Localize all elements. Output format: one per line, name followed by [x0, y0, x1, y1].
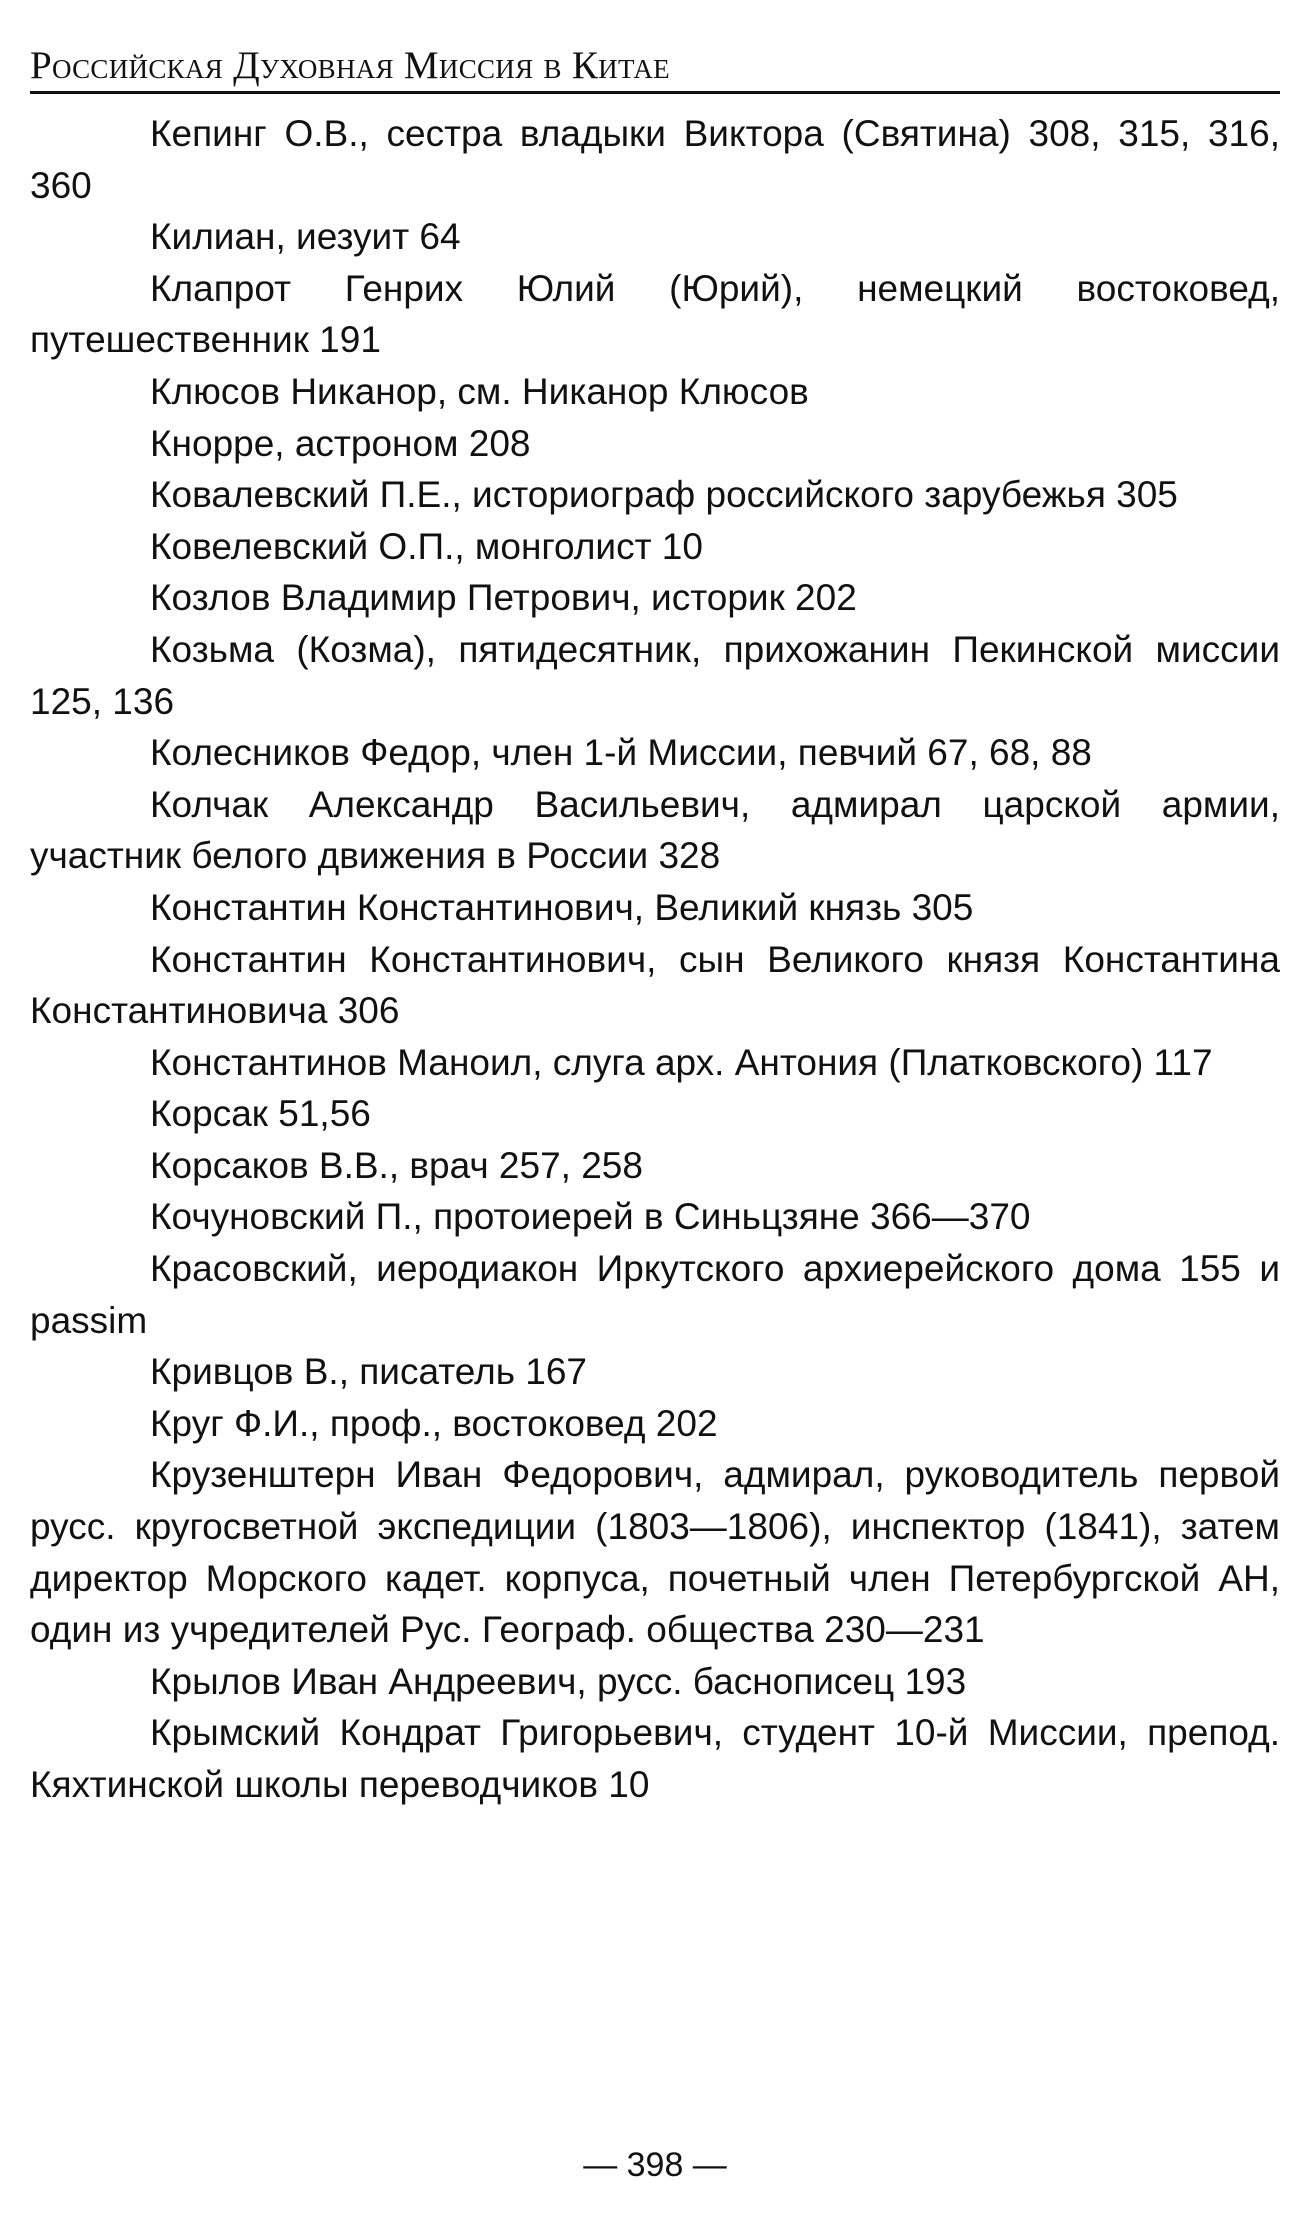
index-entry: Крылов Иван Андреевич, русс. баснописец 193 — [150, 1660, 967, 1702]
index-entry: Кривцов В., писатель 167 — [150, 1351, 587, 1393]
index-entry: Козьма (Козма), пятидесятник, прихожанин Пекинской миссии 125, 136 — [30, 628, 1280, 722]
index-entry: Кепинг О.В., сестра владыки Виктора (Святина) 308, 315, 316, 360 — [30, 113, 1280, 206]
index-entry: Константин Константинович, Великий князь 305 — [150, 886, 974, 928]
index-entry: Колчак Александр Васильевич, адмирал царской армии, участник белого движения в России 328 — [30, 783, 1280, 877]
index-entry: Крымский Кондрат Григорьевич, студент 10-й Миссии, препод. Кяхтинской школы переводчиков 10 — [30, 1712, 1280, 1805]
index-entry: Ковелевский О.П., монголист 10 — [150, 525, 703, 567]
index-entry: Крузенштерн Иван Федорович, адмирал, руководитель первой русс. кругосветной экспедиции (1803—1806), инспектор (1841), затем директор Морского кадет. корпуса, почетный член Петербургской АН, один из учредителей Рус. Географ. общества 230—231 — [30, 1454, 1280, 1651]
index-entry: Килиан, иезуит 64 — [150, 216, 461, 258]
index-entry: Круг Ф.И., проф., востоковед 202 — [150, 1402, 718, 1444]
index-entry: Красовский, иеродиакон Иркутского архиерейского дома 155 и passim — [30, 1248, 1280, 1341]
index-entry: Клапрот Генрих Юлий (Юрий), немецкий востоковед, путешественник 191 — [30, 267, 1280, 361]
index-entry: Константин Константинович, сын Великого князя Константина Константиновича 306 — [30, 938, 1280, 1032]
page-number: — 398 — — [583, 2146, 727, 2184]
index-entry: Ковалевский П.Е., историограф российского зарубежья 305 — [150, 474, 1178, 516]
index-entry: Корсаков В.В., врач 257, 258 — [150, 1144, 643, 1186]
index-entry: Козлов Владимир Петрович, историк 202 — [150, 577, 857, 619]
index-entry: Кнорре, астроном 208 — [150, 422, 531, 464]
index-entry: Клюсов Никанор, см. Никанор Клюсов — [150, 370, 809, 412]
index-entry: Корсак 51,56 — [150, 1093, 371, 1135]
running-head-title: Российская Духовная Миссия в Китае — [30, 44, 670, 87]
book-page — [30, 30, 1280, 2200]
index-entry: Константинов Маноил, слуга арх. Антония (Платковского) 117 — [150, 1041, 1213, 1083]
name-index — [30, 108, 1280, 1811]
index-entry: Колесников Федор, член 1-й Миссии, певчий 67, 68, 88 — [150, 732, 1092, 774]
running-head — [30, 30, 1280, 94]
index-entry: Кочуновский П., протоиерей в Синьцзяне 366—370 — [150, 1196, 1031, 1238]
